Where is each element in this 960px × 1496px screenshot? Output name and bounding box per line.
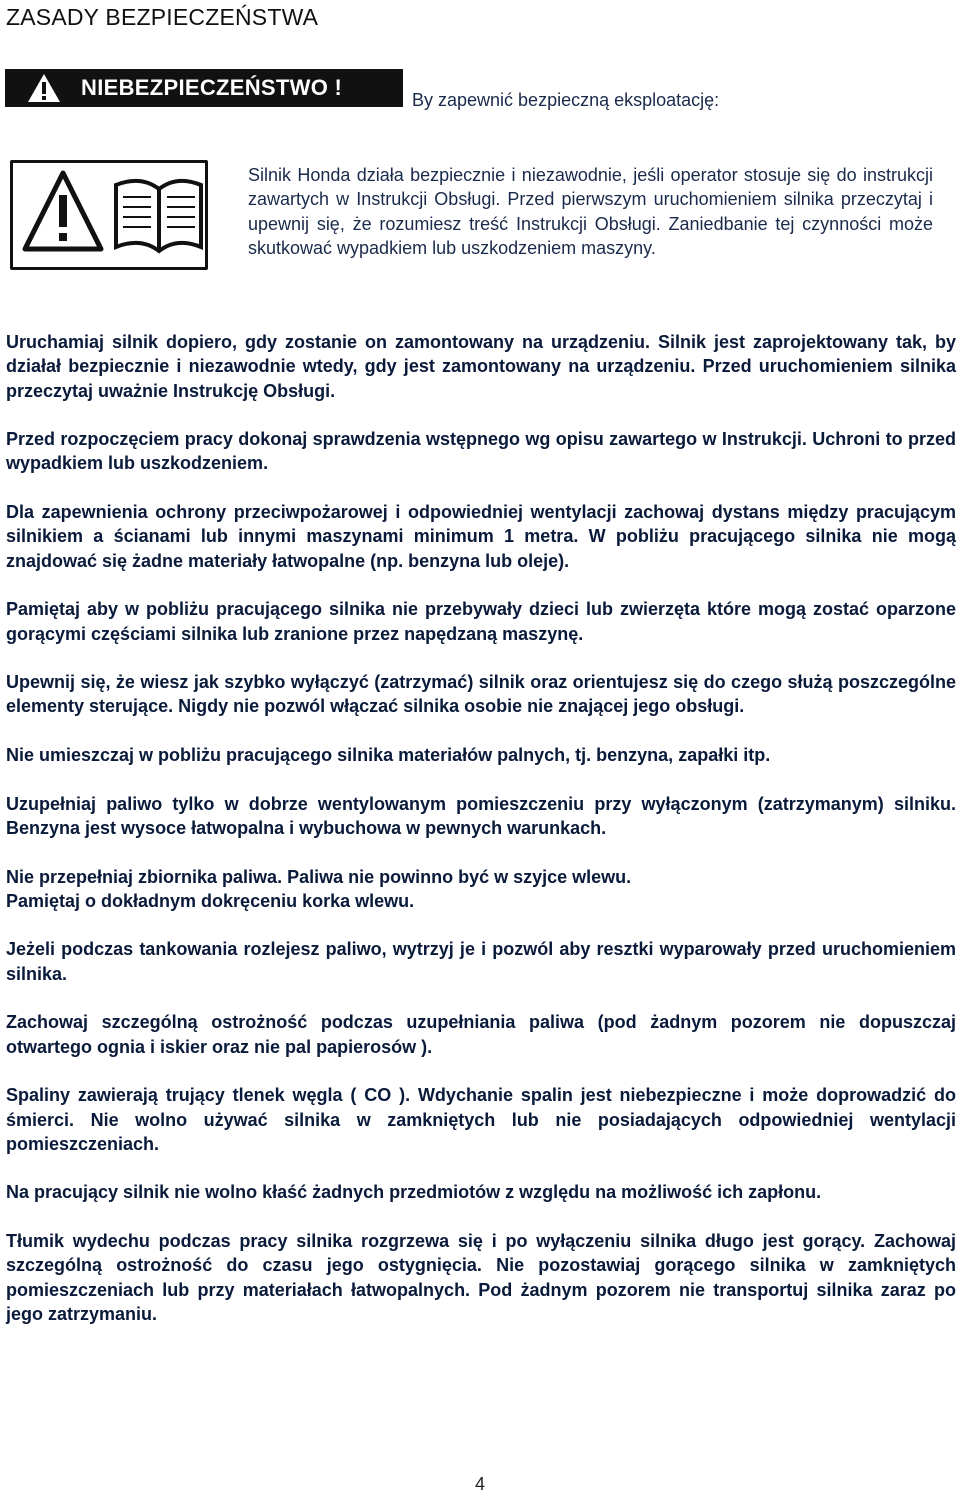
lead-text: By zapewnić bezpieczną eksploatację:	[412, 90, 720, 110]
page-number: 4	[475, 1474, 486, 1494]
intro-section	[248, 163, 933, 260]
rule-paragraph: Nie umieszczaj w pobliżu pracującego silnika materiałów palnych, tj. benzyna, zapałki itp.	[6, 745, 771, 766]
rule-paragraph: Pamiętaj o dokładnym dokręceniu korka wlewu.	[6, 890, 415, 911]
read-manual-pictogram	[10, 160, 208, 270]
book-icon	[116, 181, 201, 251]
intro-paragraph: Silnik Honda działa bezpiecznie i niezawodnie, jeśli operator stosuje się do instrukcji zawartych w Instrukcji Obsługi. Przed pierwszym uruchomieniem silnika przeczytaj i upewnij się, że rozumiesz treść Instrukcji Obsługi. Zaniedbanie tej czynności może skutkować wypadkiem lub uszkodzeniem maszyny.	[248, 165, 933, 258]
danger-banner-label: NIEBEZPIECZEŃSTWO !	[81, 75, 343, 100]
warning-triangle-icon	[27, 73, 61, 103]
warning-icon	[25, 173, 101, 249]
rule-paragraph: Przed rozpoczęciem pracy dokonaj sprawdzenia wstępnego wg opisu zawartego w Instrukcji. Uchroni to przed wypadkiem lub uszkodzeniem.	[6, 429, 956, 474]
safety-rules	[6, 330, 956, 1350]
rule-paragraph: Nie przepełniaj zbiornika paliwa. Paliwa nie powinno być w szyjce wlewu.	[6, 866, 632, 887]
rule-paragraph: Na pracujący silnik nie wolno kłaść żadnych przedmiotów z względu na możliwość ich zapłonu.	[6, 1182, 822, 1203]
rule-paragraph: Dla zapewnienia ochrony przeciwpożarowej i odpowiedniej wentylacji zachowaj dystans między pracującym silnikiem a ścianami lub innymi maszynami minimum 1 metra. W pobliżu pracującego silnika nie mogą znajdować się żadne materiały łatwopalne (np. benzyna lub oleje).	[6, 502, 956, 571]
danger-banner	[5, 69, 403, 107]
rule-paragraph: Uzupełniaj paliwo tylko w dobrze wentylowanym pomieszczeniu przy wyłączonym (zatrzymanym) silniku. Benzyna jest wysoce łatwopalna i wybuchowa w pewnych warunkach.	[6, 793, 956, 838]
rule-paragraph: Uruchamiaj silnik dopiero, gdy zostanie on zamontowany na urządzeniu. Silnik jest zaprojektowany tak, by działał bezpiecznie i niezawodnie wtedy, gdy jest zamontowany na urządzeniu. Przed uruchomieniem silnika przeczytaj uważnie Instrukcję Obsługi.	[6, 332, 956, 401]
rule-paragraph: Pamiętaj aby w pobliżu pracującego silnika nie przebywały dzieci lub zwierzęta które mogą zostać oparzone gorącymi częściami silnika lub zranione przez napędzaną maszynę.	[6, 599, 956, 644]
rule-paragraph: Upewnij się, że wiesz jak szybko wyłączyć (zatrzymać) silnik oraz orientujesz się do czego służą poszczególne elementy sterujące. Nigdy nie pozwól włączać silnika osobie nie znającej jego obsługi.	[6, 672, 956, 717]
rule-paragraph: Spaliny zawierają trujący tlenek węgla ( CO ). Wdychanie spalin jest niebezpieczne i może doprowadzić do śmierci. Nie wolno używać silnika w zamkniętych lub nie posiadających odpowiedniej wentylacji pomieszczeniach.	[6, 1085, 956, 1154]
page-title: ZASADY BEZPIECZEŃSTWA	[6, 4, 319, 30]
rule-paragraph: Tłumik wydechu podczas pracy silnika rozgrzewa się i po wyłączeniu silnika długo jest gorący. Zachowaj szczególną ostrożność do czasu jego ostygnięcia. Nie pozostawiaj gorącego silnika w zamkniętych pomieszczeniach lub przy materiałach łatwopalnych. Pod żadnym pozorem nie transportuj silnika zaraz po jego zatrzymaniu.	[6, 1230, 956, 1324]
rule-paragraph: Jeżeli podczas tankowania rozlejesz paliwo, wytrzyj je i pozwól aby resztki wyparowały przed uruchomieniem silnika.	[6, 939, 956, 984]
rule-paragraph: Zachowaj szczególną ostrożność podczas uzupełniania paliwa (pod żadnym pozorem nie dopuszczaj otwartego ognia i iskier oraz nie pal papierosów ).	[6, 1012, 956, 1057]
